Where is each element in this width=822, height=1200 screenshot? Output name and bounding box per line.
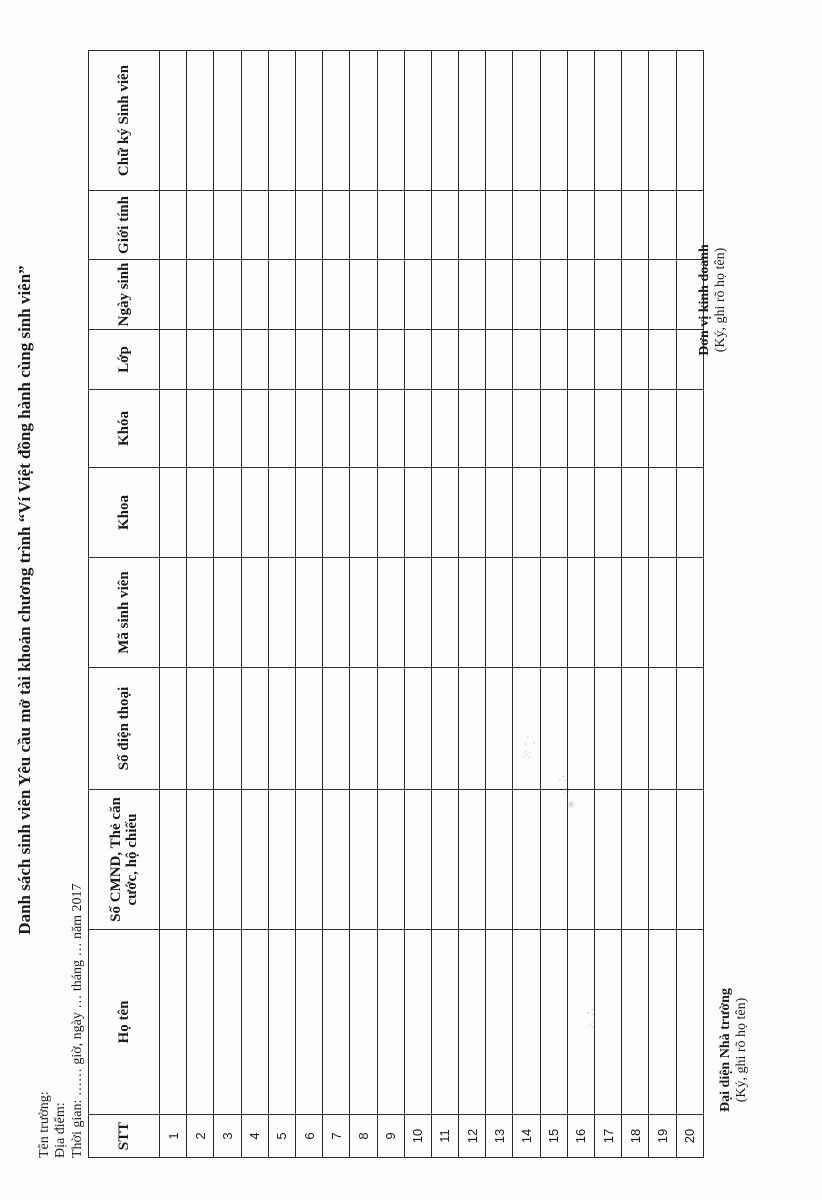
empty-cell [649,191,676,260]
table-row [350,51,377,1158]
empty-cell [567,191,594,260]
table-row [431,51,458,1158]
empty-cell [486,191,513,260]
empty-cell [295,790,322,930]
empty-cell [350,930,377,1115]
header-gender: Giới tính [89,191,160,260]
empty-cell [513,260,540,330]
row-number: 5 [268,1115,295,1158]
header-full-name: Họ tên [89,930,160,1115]
student-list-table [88,50,704,1158]
empty-cell [323,260,350,330]
empty-cell [214,51,241,191]
empty-cell [295,930,322,1115]
empty-cell [377,468,404,558]
empty-cell [513,51,540,191]
table-row [595,51,622,1158]
empty-cell [513,330,540,390]
empty-cell [431,930,458,1115]
empty-cell [567,51,594,191]
table-row [540,51,567,1158]
empty-cell [160,260,187,330]
row-number: 15 [540,1115,567,1158]
empty-cell [377,260,404,330]
row-number: 19 [649,1115,676,1158]
empty-cell [268,558,295,668]
empty-cell [350,668,377,790]
empty-cell [350,558,377,668]
empty-cell [160,51,187,191]
empty-cell [187,668,214,790]
table-row [295,51,322,1158]
row-number: 6 [295,1115,322,1158]
row-number: 20 [676,1115,703,1158]
empty-cell [459,468,486,558]
empty-cell [187,468,214,558]
empty-cell [567,260,594,330]
empty-cell [241,668,268,790]
empty-cell [567,668,594,790]
empty-cell [323,191,350,260]
empty-cell [187,260,214,330]
empty-cell [404,51,431,191]
empty-cell [513,558,540,668]
empty-cell [295,558,322,668]
school-label: Tên trường: [37,1091,52,1158]
header-id-number: Số CMND, Thẻ căn cước, hộ chiếu [89,790,160,930]
table-row [486,51,513,1158]
empty-cell [323,51,350,191]
empty-cell [431,260,458,330]
empty-cell [540,390,567,468]
header-cohort: Khóa [89,390,160,468]
row-number: 2 [187,1115,214,1158]
empty-cell [377,668,404,790]
empty-cell [268,668,295,790]
table-row [459,51,486,1158]
empty-cell [513,930,540,1115]
empty-cell [214,558,241,668]
empty-cell [486,330,513,390]
empty-cell [649,558,676,668]
row-number: 9 [377,1115,404,1158]
empty-cell [595,191,622,260]
empty-cell [214,930,241,1115]
table-row [513,51,540,1158]
header-faculty: Khoa [89,468,160,558]
empty-cell [241,51,268,191]
empty-cell [323,668,350,790]
empty-cell [459,558,486,668]
empty-cell [295,260,322,330]
empty-cell [649,260,676,330]
empty-cell [595,390,622,468]
row-number: 12 [459,1115,486,1158]
empty-cell [377,790,404,930]
row-number: 3 [214,1115,241,1158]
empty-cell [595,558,622,668]
empty-cell [486,930,513,1115]
empty-cell [486,668,513,790]
empty-cell [622,930,649,1115]
empty-cell [187,51,214,191]
empty-cell [431,51,458,191]
row-number: 13 [486,1115,513,1158]
empty-cell [540,330,567,390]
table-row [187,51,214,1158]
empty-cell [241,558,268,668]
empty-cell [649,468,676,558]
empty-cell [268,930,295,1115]
empty-cell [350,260,377,330]
empty-cell [431,191,458,260]
row-number: 18 [622,1115,649,1158]
empty-cell [323,558,350,668]
empty-cell [187,790,214,930]
header-phone: Số điện thoại [89,668,160,790]
empty-cell [268,51,295,191]
empty-cell [241,390,268,468]
empty-cell [295,330,322,390]
empty-cell [268,468,295,558]
stamp-mark: ⁙ ⸪ [519,735,539,762]
empty-cell [295,390,322,468]
empty-cell [241,191,268,260]
empty-cell [160,790,187,930]
empty-cell [268,260,295,330]
empty-cell [459,51,486,191]
empty-cell [187,930,214,1115]
empty-cell [214,468,241,558]
empty-cell [187,191,214,260]
header-student-id: Mã sinh viên [89,558,160,668]
empty-cell [160,191,187,260]
empty-cell [540,468,567,558]
row-number: 1 [160,1115,187,1158]
row-number: 10 [404,1115,431,1158]
empty-cell [323,930,350,1115]
empty-cell [350,468,377,558]
empty-cell [540,668,567,790]
empty-cell [404,790,431,930]
empty-cell [622,51,649,191]
school-signature-note: (Ký, ghi rõ họ tên) [734,997,749,1103]
empty-cell [350,790,377,930]
empty-cell [431,668,458,790]
table-row [377,51,404,1158]
empty-cell [268,191,295,260]
empty-cell [268,390,295,468]
empty-cell [404,668,431,790]
empty-cell [486,260,513,330]
table-row [404,51,431,1158]
header-birth-date: Ngày sinh [89,260,160,330]
empty-cell [513,468,540,558]
empty-cell [459,930,486,1115]
business-signature-role: Đơn vị kinh doanh [697,244,712,356]
empty-cell [404,558,431,668]
empty-cell [214,330,241,390]
school-signature-role: Đại diện Nhà trường [718,988,733,1112]
empty-cell [622,330,649,390]
empty-cell [676,390,703,468]
table-row [268,51,295,1158]
empty-cell [241,260,268,330]
empty-cell [486,468,513,558]
empty-cell [649,51,676,191]
empty-cell [595,51,622,191]
empty-cell [377,330,404,390]
empty-cell [459,191,486,260]
empty-cell [214,390,241,468]
table-row [567,51,594,1158]
empty-cell [540,191,567,260]
empty-cell [649,390,676,468]
empty-cell [160,330,187,390]
empty-cell [622,668,649,790]
empty-cell [160,930,187,1115]
row-number: 11 [431,1115,458,1158]
empty-cell [622,468,649,558]
empty-cell [431,468,458,558]
table-row [241,51,268,1158]
empty-cell [160,468,187,558]
empty-cell [187,558,214,668]
empty-cell [459,790,486,930]
header-student-signature: Chữ ký Sinh viên [89,51,160,191]
table-header-row [89,51,160,1158]
empty-cell [622,260,649,330]
empty-cell [649,668,676,790]
empty-cell [404,330,431,390]
empty-cell [295,191,322,260]
empty-cell [295,468,322,558]
empty-cell [187,330,214,390]
empty-cell [567,558,594,668]
empty-cell [622,191,649,260]
empty-cell [241,468,268,558]
empty-cell [404,390,431,468]
empty-cell [595,668,622,790]
empty-cell [676,51,703,191]
empty-cell [350,330,377,390]
row-number: 17 [595,1115,622,1158]
empty-cell [676,668,703,790]
empty-cell [377,390,404,468]
empty-cell [540,558,567,668]
location-label: Địa điểm: [53,1102,68,1158]
empty-cell [622,390,649,468]
empty-cell [295,51,322,191]
row-number: 8 [350,1115,377,1158]
row-number: 4 [241,1115,268,1158]
row-number: 16 [567,1115,594,1158]
empty-cell [323,390,350,468]
empty-cell [595,330,622,390]
empty-cell [350,390,377,468]
empty-cell [540,51,567,191]
header-stt: STT [89,1115,160,1158]
empty-cell [567,468,594,558]
row-number: 14 [513,1115,540,1158]
empty-cell [595,468,622,558]
empty-cell [622,790,649,930]
empty-cell [268,330,295,390]
empty-cell [540,790,567,930]
empty-cell [404,260,431,330]
empty-cell [567,330,594,390]
empty-cell [377,558,404,668]
table-body [160,51,704,1158]
empty-cell [241,930,268,1115]
empty-cell [513,191,540,260]
empty-cell [404,930,431,1115]
empty-cell [567,390,594,468]
empty-cell [486,51,513,191]
header-class: Lớp [89,330,160,390]
empty-cell [676,558,703,668]
empty-cell [241,330,268,390]
empty-cell [431,390,458,468]
empty-cell [513,790,540,930]
stamp-mark: ⁘ ∴ [583,1007,601,1032]
school-signature-block [718,965,750,1135]
empty-cell [486,390,513,468]
table-row [214,51,241,1158]
empty-cell [486,558,513,668]
empty-cell [540,930,567,1115]
empty-cell [160,558,187,668]
time-line: Thời gian: …… giờ, ngày … tháng … năm 2017 [70,883,85,1158]
empty-cell [676,468,703,558]
row-number: 7 [323,1115,350,1158]
empty-cell [214,790,241,930]
document-title: Danh sách sinh viên Yêu cầu mở tài khoản chương trình “Ví Việt đồng hành cùng sinh viên” [15,265,34,935]
empty-cell [377,930,404,1115]
empty-cell [241,790,268,930]
empty-cell [513,390,540,468]
empty-cell [622,558,649,668]
empty-cell [459,260,486,330]
empty-cell [377,51,404,191]
empty-cell [431,330,458,390]
empty-cell [431,558,458,668]
empty-cell [459,330,486,390]
empty-cell [404,468,431,558]
empty-cell [513,668,540,790]
empty-cell [459,668,486,790]
stamp-mark: ✳ ⁘ ∴ [554,773,580,812]
empty-cell [595,790,622,930]
empty-cell [350,51,377,191]
empty-cell [160,668,187,790]
table-row [649,51,676,1158]
table-row [622,51,649,1158]
empty-cell [567,790,594,930]
empty-cell [649,330,676,390]
empty-cell [431,790,458,930]
empty-cell [595,260,622,330]
empty-cell [540,260,567,330]
empty-cell [676,930,703,1115]
empty-cell [350,191,377,260]
empty-cell [649,930,676,1115]
empty-cell [323,790,350,930]
empty-cell [459,390,486,468]
empty-cell [160,390,187,468]
empty-cell [486,790,513,930]
empty-cell [567,930,594,1115]
empty-cell [649,790,676,930]
empty-cell [214,191,241,260]
empty-cell [323,330,350,390]
empty-cell [595,930,622,1115]
business-signature-block [697,200,729,400]
empty-cell [295,668,322,790]
empty-cell [377,191,404,260]
business-signature-note: (Ký, ghi rõ họ tên) [713,247,728,353]
table-row [323,51,350,1158]
empty-cell [676,790,703,930]
empty-cell [268,790,295,930]
empty-cell [187,390,214,468]
empty-cell [323,468,350,558]
empty-cell [214,260,241,330]
table-row [160,51,187,1158]
empty-cell [404,191,431,260]
empty-cell [214,668,241,790]
